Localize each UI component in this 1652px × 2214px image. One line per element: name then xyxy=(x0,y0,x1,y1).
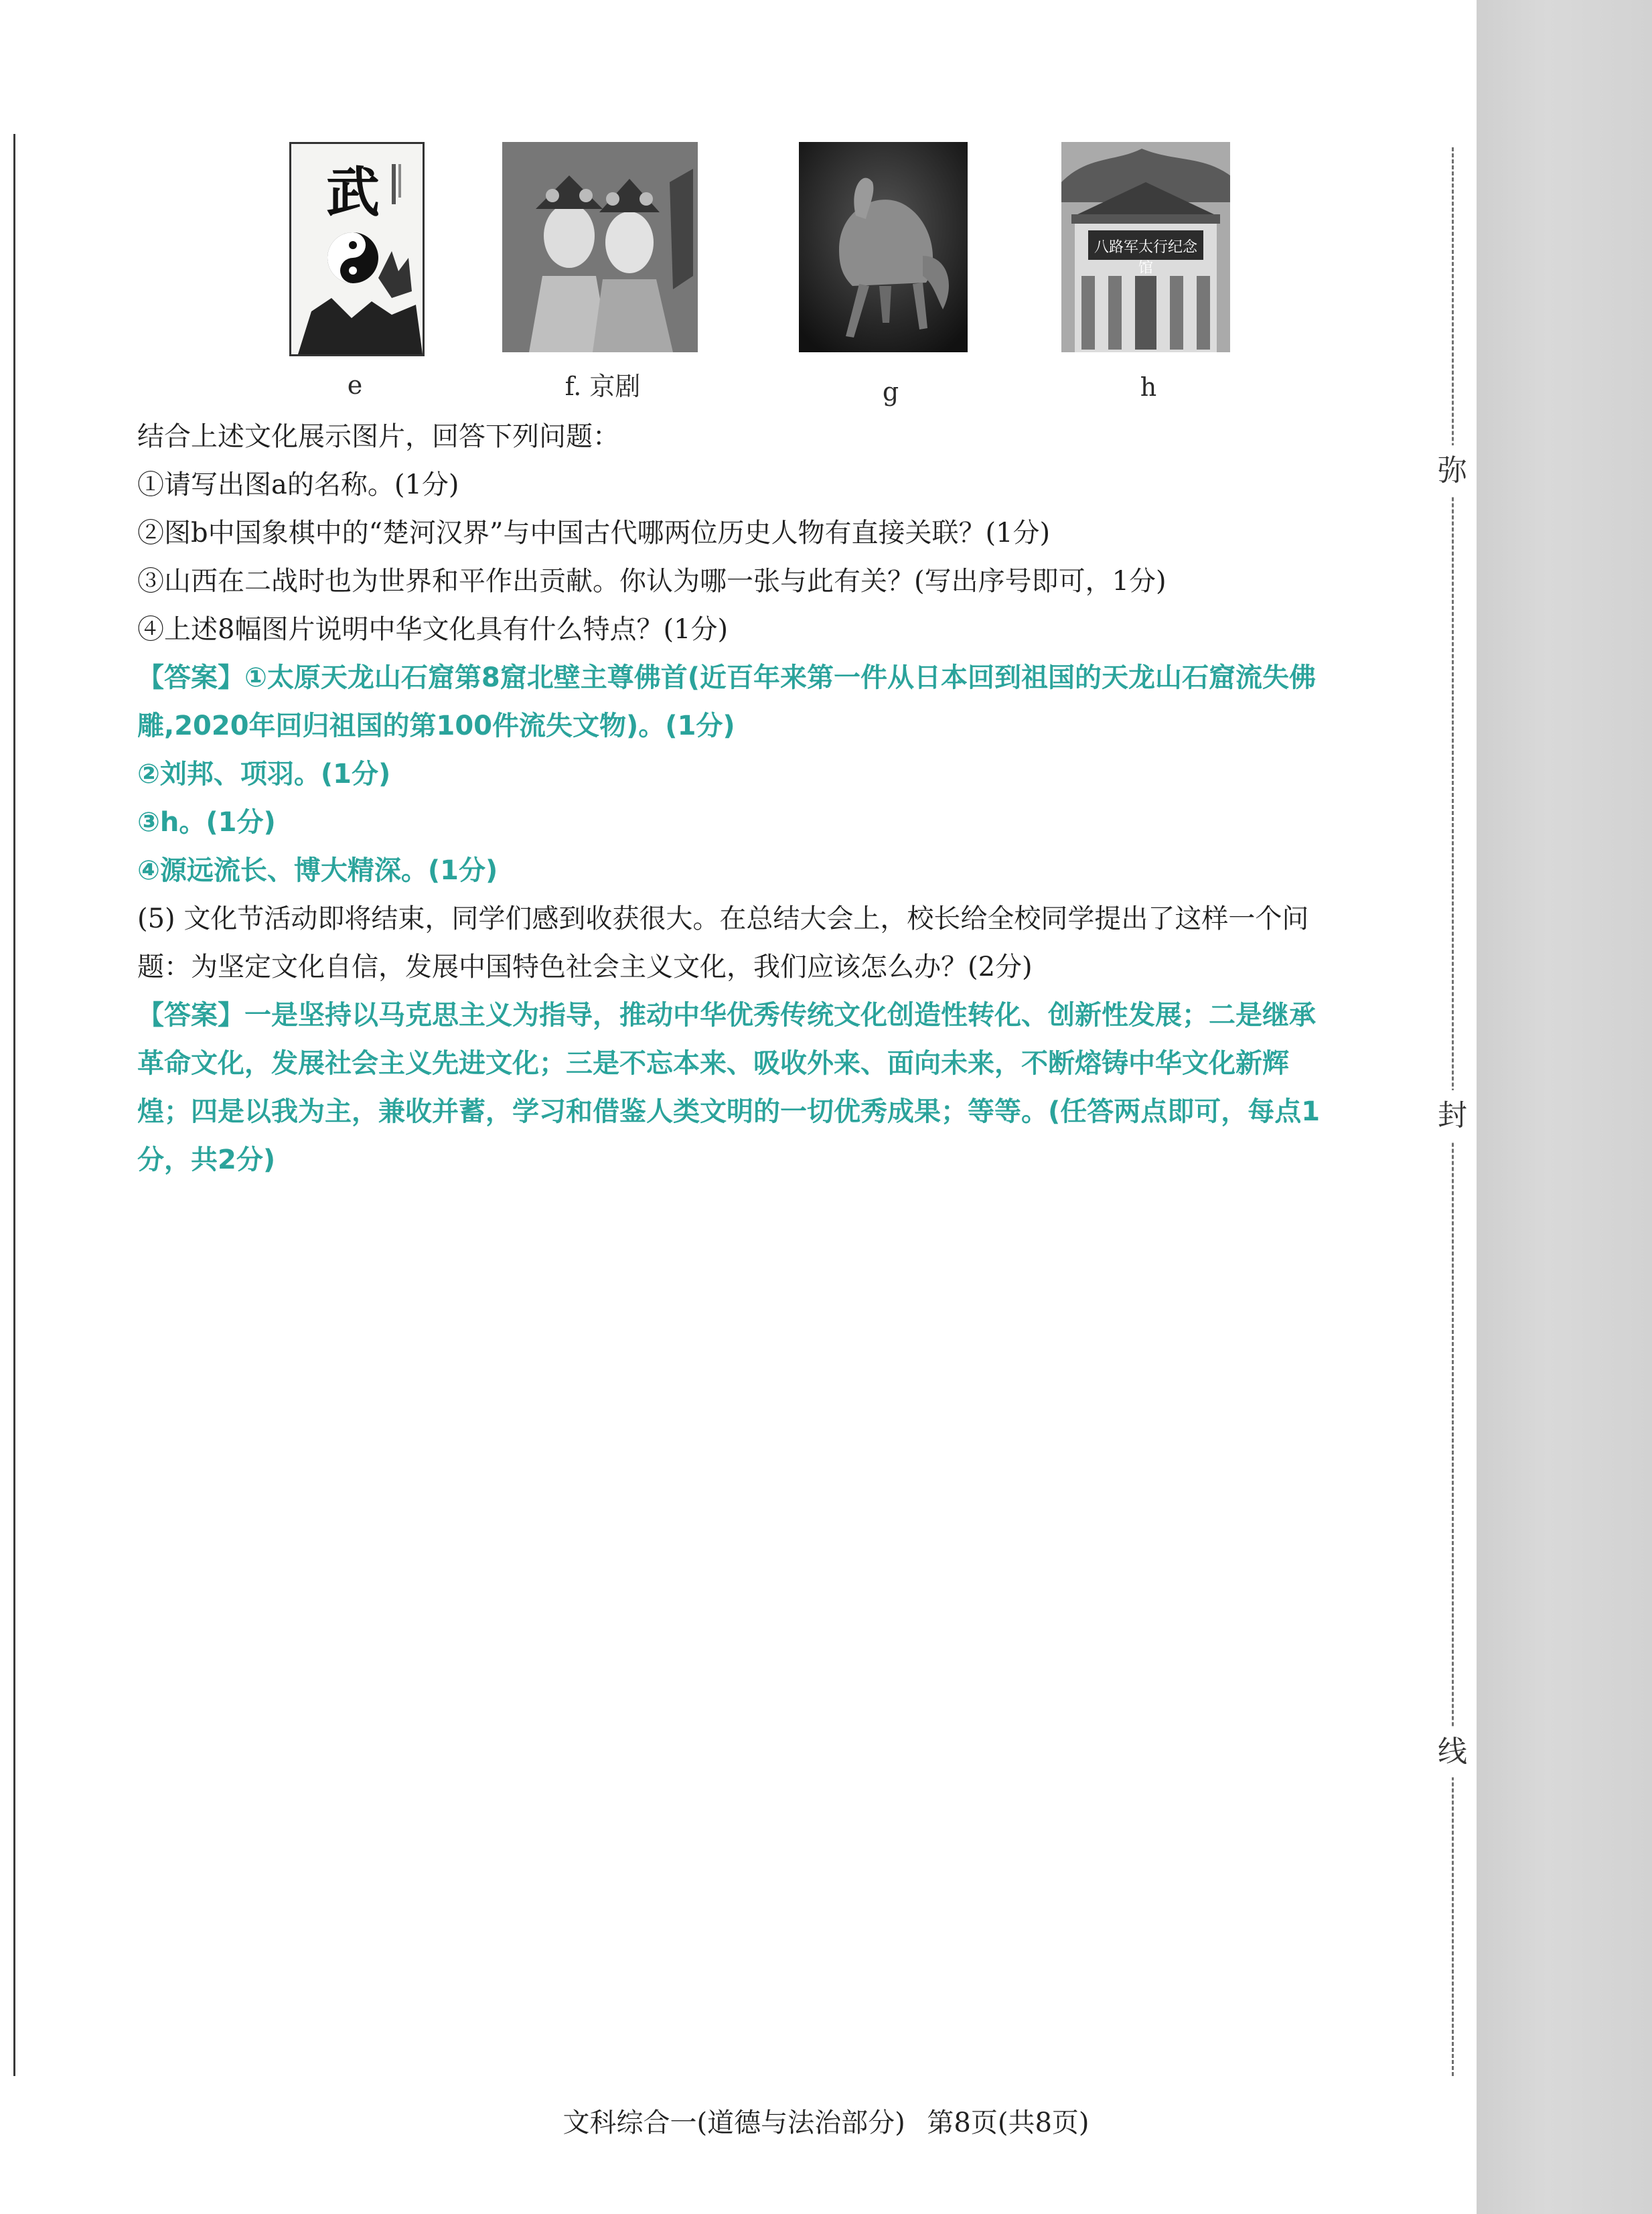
answer5-line-1: 【答案】一是坚持以马克思主义为指导，推动中华优秀传统文化创造性转化、创新性发展；二是继承 xyxy=(137,1000,1316,1031)
footer-subject: 文科综合一(道德与法治部分) xyxy=(562,2108,905,2138)
answer5-line-2: 革命文化，发展社会主义先进文化；三是不忘本来、吸收外来、面向未来，不断熔铸中华文化新辉 xyxy=(137,1048,1289,1079)
answer4-line-2: 雕,2020年回归祖国的第100件流失文物)。(1分) xyxy=(137,711,735,741)
answer5-line-3: 煌；四是以我为主，兼收并蓄，学习和借鉴人类文明的一切优秀成果；等等。(任答两点即可，每点1 xyxy=(137,1096,1321,1127)
intro-text: 结合上述文化展示图片，回答下列问题： xyxy=(137,421,619,452)
question-content xyxy=(137,413,1383,1184)
martial-arts-poster-icon xyxy=(289,142,425,356)
question-5-line-1: (5) 文化节活动即将结束，同学们感到收获很大。在总结大会上，校长给全校同学提出了这样一个问 xyxy=(137,903,1309,934)
question-2: ②图b中国象棋中的“楚河汉界”与中国古代哪两位历史人物有直接关联？(1分) xyxy=(137,518,1051,548)
footer-page-number: 第8页(共8页) xyxy=(927,2108,1090,2138)
binding-strip xyxy=(1477,0,1652,2214)
answer4-line-1: 【答案】①太原天龙山石窟第8窟北壁主尊佛首(近百年来第一件从日本回到祖国的天龙山石窟流失佛 xyxy=(137,662,1316,693)
caption-f: f. 京剧 xyxy=(565,372,641,401)
answer4-line-5: ④源远流长、博大精深。(1分) xyxy=(137,855,498,886)
seal-char-mi: 弥 xyxy=(1429,445,1476,496)
answer4-line-4: ③h。(1分) xyxy=(137,807,276,838)
caption-e: e xyxy=(347,370,363,400)
hall-sign: 八路军太行纪念馆 xyxy=(1094,239,1197,277)
caption-g: g xyxy=(882,377,899,407)
bronze-vessel-icon xyxy=(799,142,968,352)
question-3: ③山西在二战时也为世界和平作出贡献。你认为哪一张与此有关？(写出序号即可，1分) xyxy=(137,566,1167,597)
poster-glyph: 武 xyxy=(326,161,380,224)
question-4: ④上述8幅图片说明中华文化具有什么特点？(1分) xyxy=(137,614,729,645)
question-1: ①请写出图a的名称。(1分) xyxy=(137,469,459,500)
left-margin-rule xyxy=(13,134,15,2076)
answer4-line-3: ②刘邦、项羽。(1分) xyxy=(137,759,391,790)
caption-h: h xyxy=(1140,372,1157,402)
page-footer xyxy=(0,2101,1652,2140)
answer-tag: 【答案】 xyxy=(137,662,244,693)
seal-char-feng: 封 xyxy=(1429,1090,1476,1141)
peking-opera-icon xyxy=(502,142,698,352)
question-5-line-2: 题：为坚定文化自信，发展中国特色社会主义文化，我们应该怎么办？(2分) xyxy=(137,952,1033,982)
answer5-tag: 【答案】 xyxy=(137,1000,244,1031)
seal-char-xian: 线 xyxy=(1429,1726,1476,1777)
answer5-line-4: 分，共2分) xyxy=(137,1145,276,1175)
memorial-hall-icon xyxy=(1061,142,1230,352)
